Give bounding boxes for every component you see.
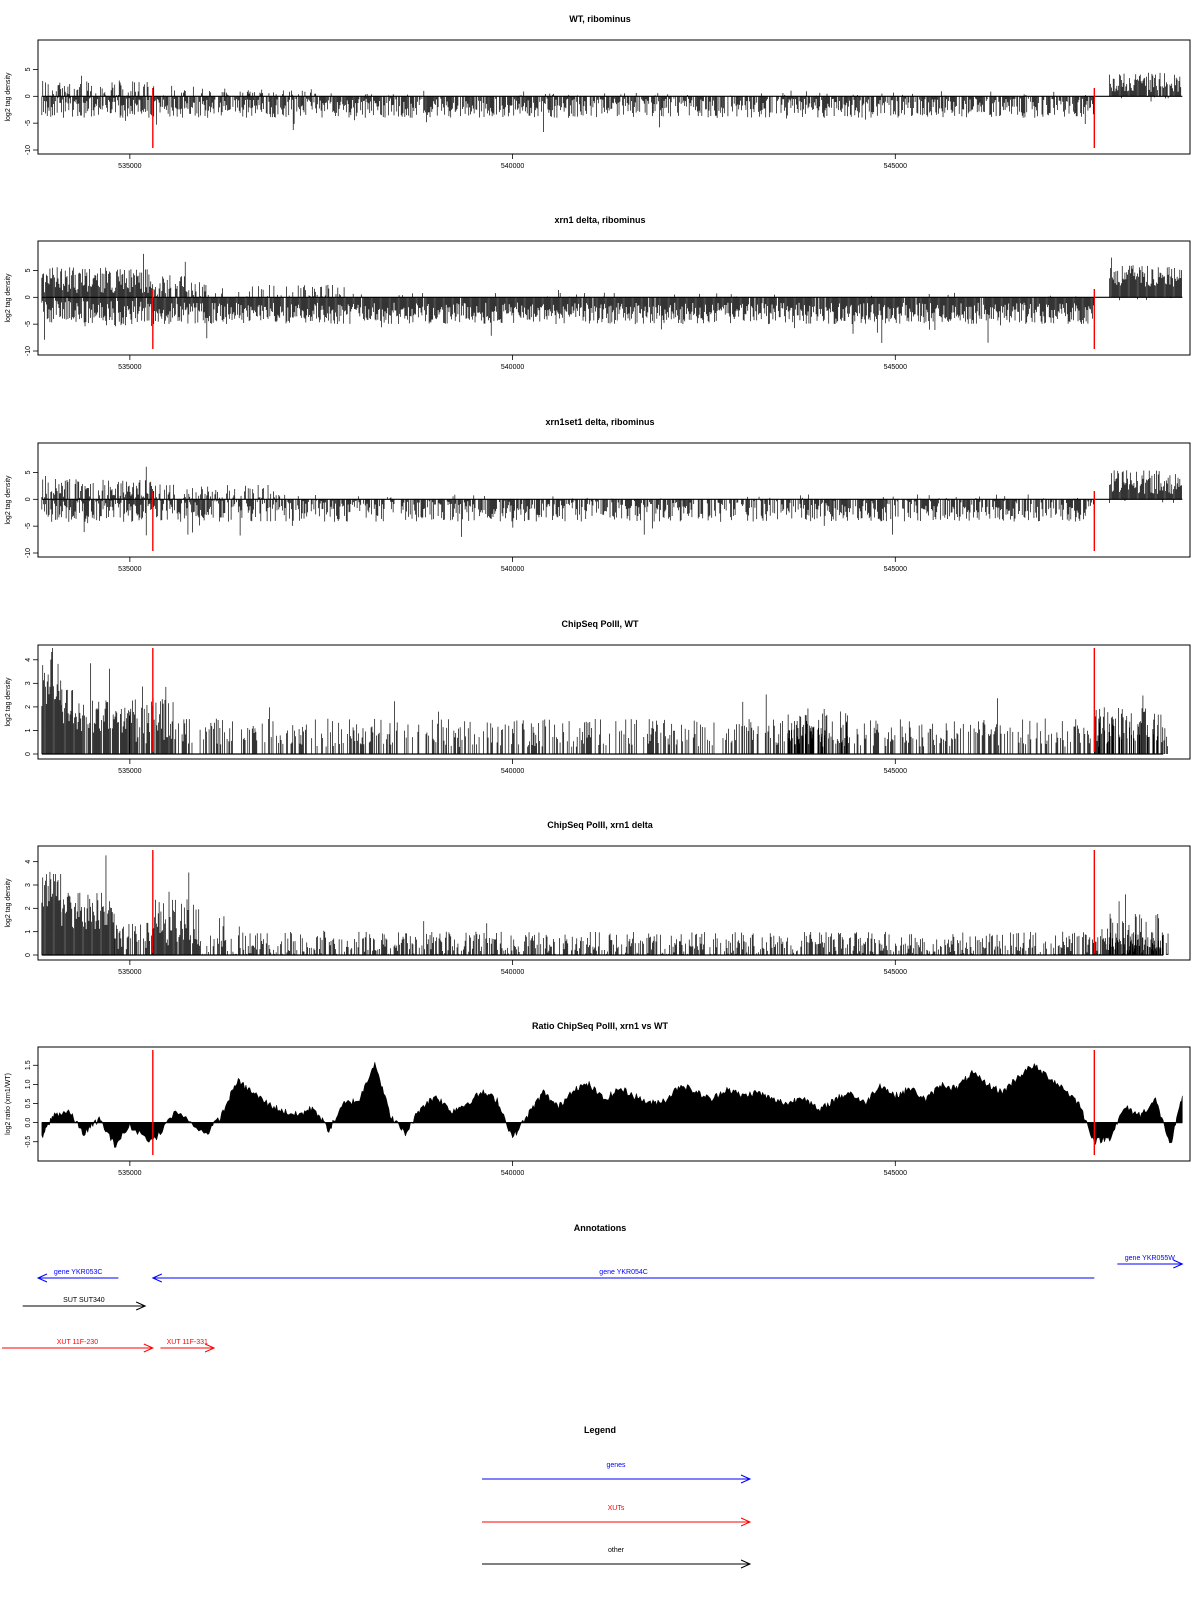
- y-axis-label: log2 tag density: [5, 273, 12, 323]
- annotation-arrow-gene: [38, 1269, 118, 1282]
- annotation-arrow-other: [23, 1297, 145, 1310]
- x-tick-label: 540000: [500, 163, 525, 170]
- y-axis-label: log2 ratio (xrn1/WT): [5, 1073, 12, 1135]
- y-axis-label: log2 tag density: [5, 72, 12, 122]
- chart-title: ChipSeq PolII, xrn1 delta: [547, 820, 653, 830]
- y-tick-label: -10: [25, 547, 32, 559]
- density-bars: [42, 254, 1182, 343]
- annotation-arrow-gene: [153, 1269, 1095, 1282]
- y-tick-label: 1: [25, 728, 32, 733]
- x-tick-label: 545000: [883, 163, 907, 170]
- chart-panel-6: [5, 1021, 1190, 1177]
- chart-title: xrn1set1 delta, ribominus: [545, 417, 655, 427]
- legend-entry-other: [482, 1547, 750, 1568]
- y-tick-label: 2: [25, 704, 32, 709]
- x-tick-label: 540000: [500, 969, 525, 976]
- y-tick-label: -10: [25, 144, 32, 156]
- x-tick-label: 545000: [883, 969, 907, 976]
- ratio-area: [42, 1062, 1183, 1147]
- annotations-section: [2, 1223, 1182, 1352]
- chart-title: ChipSeq PolII, WT: [561, 619, 639, 629]
- y-tick-label: 4: [25, 657, 32, 662]
- y-tick-label: -5: [25, 523, 32, 530]
- density-bars: [42, 648, 1168, 754]
- chart-panel-4: [5, 619, 1190, 775]
- x-tick-label: 540000: [500, 566, 525, 573]
- density-bar-path: [42, 648, 1168, 754]
- annotation-label: gene YKR055W: [1124, 1255, 1175, 1262]
- y-tick-label: -5: [25, 120, 32, 127]
- chart-panel-1: [5, 14, 1190, 170]
- density-bar-path: [42, 254, 1182, 343]
- chart-title: WT, ribominus: [569, 14, 631, 24]
- legend-label: genes: [606, 1462, 626, 1469]
- annotation-label: SUT SUT340: [63, 1297, 105, 1304]
- density-bars: [42, 467, 1182, 537]
- plot-frame: [38, 443, 1190, 557]
- x-tick-label: 545000: [883, 768, 907, 775]
- x-tick-label: 535000: [118, 768, 142, 775]
- annotation-label: XUT 11F-230: [56, 1339, 99, 1346]
- y-tick-label: 0: [25, 752, 32, 756]
- plot-frame: [38, 241, 1190, 355]
- y-tick-label: 1: [25, 929, 32, 934]
- y-axis-label: log2 tag density: [5, 878, 12, 928]
- density-bar-path: [42, 467, 1182, 537]
- y-tick-label: 5: [25, 67, 32, 72]
- y-tick-label: 0.0: [25, 1117, 32, 1128]
- annotation-label: XUT 11F-331: [166, 1339, 208, 1346]
- y-tick-label: 0.5: [25, 1098, 32, 1109]
- x-tick-label: 535000: [118, 969, 142, 976]
- y-tick-label: 3: [25, 883, 32, 887]
- density-bars: [42, 73, 1181, 132]
- x-tick-label: 545000: [883, 1170, 907, 1177]
- legend-label: XUTs: [607, 1505, 625, 1512]
- x-tick-label: 535000: [118, 566, 142, 573]
- annotation-arrow-xut: [160, 1339, 214, 1352]
- legend-entry-genes: [482, 1462, 750, 1483]
- density-bar-path: [42, 855, 1168, 955]
- chart-title: Ratio ChipSeq PolII, xrn1 vs WT: [531, 1021, 669, 1031]
- y-axis-label: log2 tag density: [5, 475, 12, 525]
- legend-title: Legend: [583, 1425, 617, 1435]
- y-tick-label: -5: [25, 321, 32, 328]
- y-tick-label: 0: [25, 497, 32, 502]
- y-tick-label: 1.0: [25, 1079, 32, 1090]
- legend-label: other: [608, 1547, 624, 1554]
- legend-entry-XUTs: [482, 1505, 750, 1526]
- annotations-title: Annotations: [573, 1223, 627, 1233]
- annotation-label: gene YKR053C: [53, 1269, 103, 1276]
- chart-panel-5: [5, 820, 1190, 976]
- x-tick-label: 545000: [883, 364, 907, 371]
- chart-panel-3: [5, 417, 1190, 573]
- y-tick-label: 5: [25, 470, 32, 475]
- y-tick-label: 5: [25, 268, 32, 273]
- y-tick-label: 0: [25, 295, 32, 300]
- y-tick-label: 3: [25, 681, 32, 686]
- x-tick-label: 540000: [500, 768, 525, 775]
- annotation-arrow-xut: [2, 1339, 153, 1352]
- y-axis-label: log2 tag density: [5, 677, 12, 727]
- y-tick-label: -0.5: [25, 1135, 32, 1148]
- y-tick-label: 0: [25, 94, 32, 99]
- density-bar-path: [42, 73, 1181, 132]
- x-tick-label: 540000: [500, 364, 525, 371]
- y-tick-label: 2: [25, 906, 32, 911]
- density-bars: [42, 855, 1168, 955]
- chart-panel-2: [5, 215, 1190, 371]
- plot-frame: [38, 846, 1190, 960]
- annotation-arrow-gene: [1117, 1255, 1182, 1268]
- x-tick-label: 545000: [883, 566, 907, 573]
- plot-frame: [38, 40, 1190, 154]
- x-tick-label: 540000: [500, 1170, 525, 1177]
- y-tick-label: 0: [25, 953, 32, 957]
- x-tick-label: 535000: [118, 163, 142, 170]
- y-tick-label: 4: [25, 859, 32, 864]
- x-tick-label: 535000: [118, 364, 142, 371]
- legend-section: [482, 1425, 750, 1568]
- x-tick-label: 535000: [118, 1170, 142, 1177]
- y-tick-label: 1.5: [25, 1060, 32, 1071]
- chart-title: xrn1 delta, ribominus: [554, 215, 646, 225]
- annotation-label: gene YKR054C: [599, 1269, 648, 1276]
- y-tick-label: -10: [25, 345, 32, 357]
